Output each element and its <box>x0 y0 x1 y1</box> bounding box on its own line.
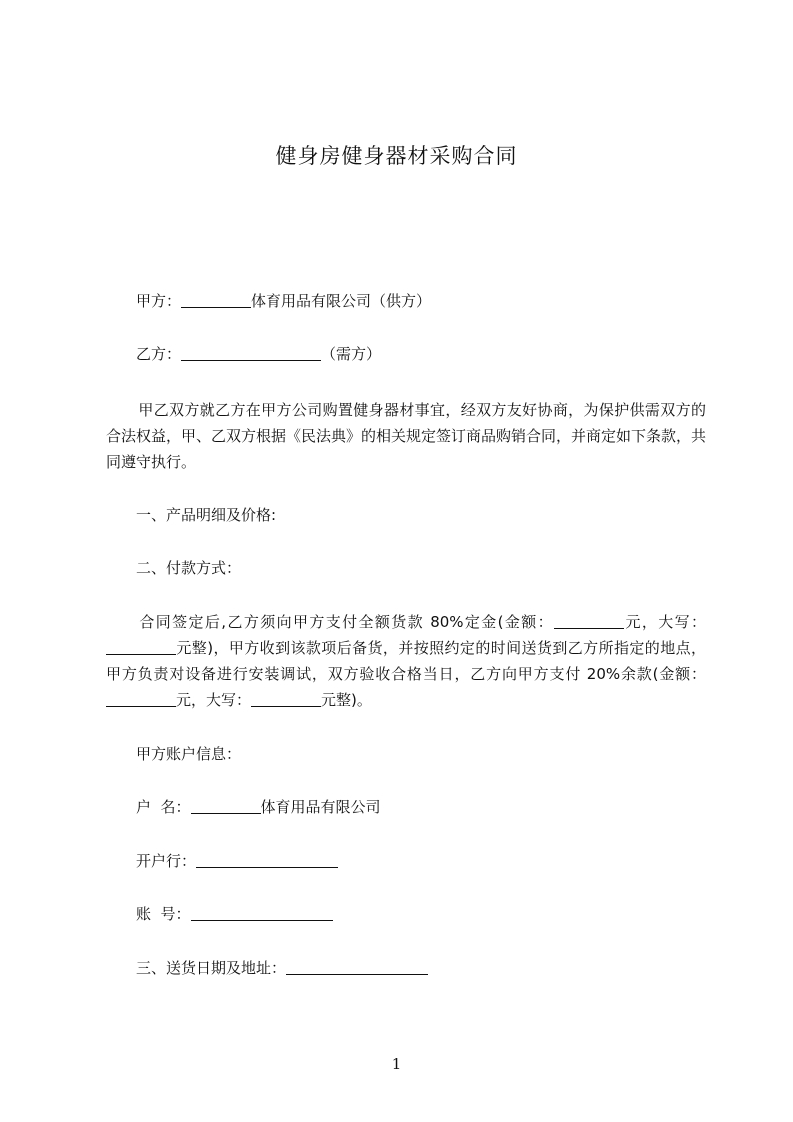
balance-capital-blank[interactable] <box>251 691 321 707</box>
party-a-line <box>136 291 431 311</box>
payment-paragraph <box>106 609 706 713</box>
party-b-blank[interactable] <box>181 345 321 361</box>
account-name-label: 户 名： <box>136 798 191 816</box>
account-name-line <box>136 797 381 817</box>
intro-paragraph <box>106 397 706 475</box>
section-3-line <box>136 958 428 978</box>
payment-text-5: 元整)。 <box>321 691 372 709</box>
account-name-suffix: 体育用品有限公司 <box>260 798 381 816</box>
party-b-label: 乙方： <box>136 345 182 363</box>
payment-text-3: 元整)，甲方收到该款项后备货，并按照约定的时间送货到乙方所指定的地点，甲方负责对设备进行安装调试，双方验收合格当日，乙方向甲方支付 20%余款(金额： <box>106 639 706 683</box>
party-a-suffix: 体育用品有限公司（供方） <box>251 292 432 310</box>
party-b-line <box>136 344 381 364</box>
party-a-label: 甲方： <box>136 292 182 310</box>
payment-text-4: 元，大写： <box>176 691 252 709</box>
account-number-label: 账 号： <box>136 905 191 923</box>
section-2-heading: 二、付款方式： <box>136 559 242 577</box>
bank-line <box>136 851 338 871</box>
intro-text: 甲乙双方就乙方在甲方公司购置健身器材事宜，经双方友好协商，为保护供需双方的合法权益，甲、乙双方根据《民法典》的相关规定签订商品购销合同，并商定如下条款，共同遵守执行。 <box>106 401 707 471</box>
party-b-suffix: （需方） <box>321 345 382 363</box>
section-3-heading: 三、送货日期及地址： <box>136 959 287 977</box>
delivery-blank[interactable] <box>286 959 428 975</box>
bank-blank[interactable] <box>196 852 338 868</box>
deposit-amount-blank[interactable] <box>554 613 624 629</box>
account-number-line <box>136 904 333 924</box>
balance-amount-blank[interactable] <box>106 691 176 707</box>
party-a-blank[interactable] <box>181 292 251 308</box>
payment-text-2: 元，大写： <box>624 613 706 631</box>
page-number: 1 <box>391 1055 402 1073</box>
payment-text-1: 合同签定后,乙方须向甲方支付全额货款 80%定金(金额： <box>138 613 555 631</box>
bank-label: 开户行： <box>136 852 197 870</box>
account-number-blank[interactable] <box>191 905 333 921</box>
section-1-heading: 一、产品明细及价格: <box>136 506 277 524</box>
document-title: 健身房健身器材采购合同 <box>275 144 518 168</box>
deposit-capital-blank[interactable] <box>106 639 176 655</box>
account-name-blank[interactable] <box>191 798 261 814</box>
account-info-heading: 甲方账户信息： <box>136 745 242 763</box>
